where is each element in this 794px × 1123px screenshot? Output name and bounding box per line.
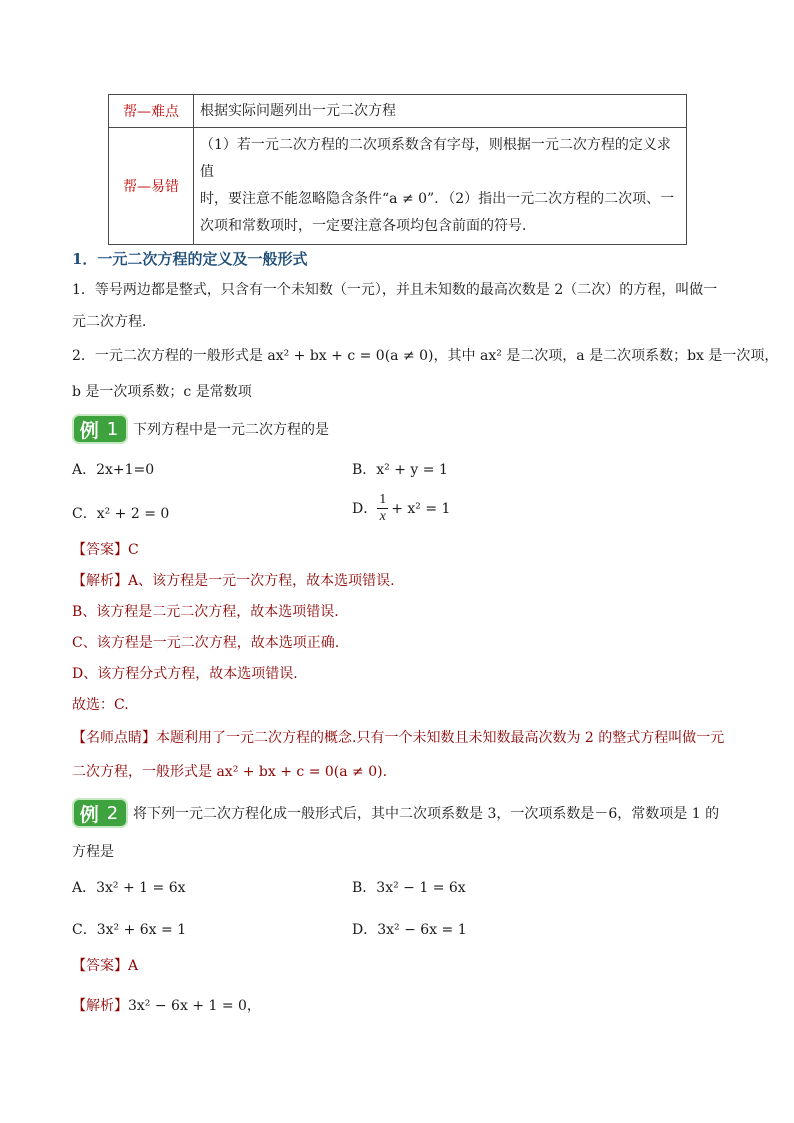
- table-row: [109, 95, 687, 128]
- analysis-row: [72, 571, 395, 591]
- table-row: [109, 128, 687, 245]
- analysis-line: C、该方程是一元二次方程，故本选项正确.: [72, 635, 340, 651]
- question-text: 将下列一元二次方程化成一般形式后，其中二次项系数是 3，一次项系数是－6，常数项是 1 的: [133, 806, 720, 822]
- example-badge-word: 例: [79, 803, 101, 826]
- paragraph-line: 元二次方程．: [72, 314, 156, 330]
- analysis-label: 【解析】: [72, 573, 128, 589]
- question-text: 方程是: [72, 844, 114, 860]
- analysis-label: 【解析】: [72, 998, 128, 1014]
- example-badge-number: 2: [106, 802, 121, 824]
- paragraph-line: 1．等号两边都是整式，只含有一个未知数（一元），并且未知数的最高次数是 2（二次）的方程，叫做一: [72, 282, 718, 298]
- analysis-line: A、该方程是一元一次方程，故本选项错误.: [128, 573, 395, 589]
- mistakes-line: 时，要注意不能忽略隐含条件“a ≠ 0”．（2）指出一元二次方程的二次项、一: [200, 191, 675, 207]
- example-badge-word: 例: [79, 419, 101, 442]
- summary-table: [108, 94, 687, 245]
- table-header-mistakes: 帮—易错: [109, 128, 194, 245]
- option-c: C．3x² + 6x = 1: [72, 922, 187, 938]
- paragraph-line: 2．一元二次方程的一般形式是 ax² + bx + c = 0(a ≠ 0)，其中 ax² 是二次项，a 是二次项系数；bx 是一次项，: [72, 348, 779, 364]
- paragraph-line: b 是一次项系数；c 是常数项: [72, 384, 252, 400]
- table-cell-mistakes: [194, 128, 687, 245]
- option-d: D．3x² − 6x = 1: [352, 922, 467, 938]
- option-b: B．3x² − 1 = 6x: [352, 880, 466, 896]
- analysis-line: 3x² − 6x + 1 = 0，: [128, 998, 261, 1014]
- table-cell-difficulty: 根据实际问题列出一元二次方程: [194, 95, 687, 128]
- option-a: A．2x+1=0: [72, 462, 155, 478]
- question-text: 下列方程中是一元二次方程的是: [133, 422, 329, 438]
- option-b: B．x² + y = 1: [352, 462, 448, 478]
- option-d: [352, 492, 450, 525]
- example-badge: [72, 414, 128, 444]
- answer-row: [72, 540, 139, 560]
- answer-value: A: [128, 958, 139, 974]
- mistakes-line: （1）若一元二次方程的二次项系数含有字母，则根据一元二次方程的定义求值: [200, 137, 671, 180]
- analysis-row: [72, 996, 261, 1016]
- tip-row: [72, 728, 724, 748]
- fraction: [377, 492, 388, 525]
- section-title: 1．一元二次方程的定义及一般形式: [72, 250, 308, 268]
- fraction-denominator: x: [379, 509, 386, 524]
- example-badge-number: 1: [106, 418, 121, 440]
- answer-value: C: [128, 542, 139, 558]
- tip-line: 二次方程，一般形式是 ax² + bx + c = 0(a ≠ 0).: [72, 764, 388, 780]
- answer-label: 【答案】: [72, 542, 128, 558]
- table-header-difficulty: 帮—难点: [109, 95, 194, 128]
- option-d-prefix: D．: [352, 500, 378, 517]
- example-badge: [72, 798, 128, 828]
- option-d-rest: + x² = 1: [391, 500, 451, 517]
- mistakes-line: 次项和常数项时，一定要注意各项均包含前面的符号．: [200, 218, 536, 234]
- option-c: C．x² + 2 = 0: [72, 506, 170, 522]
- analysis-line: D、该方程分式方程，故本选项错误.: [72, 666, 298, 682]
- fraction-numerator: 1: [379, 492, 387, 507]
- analysis-line: B、该方程是二元二次方程，故本选项错误.: [72, 604, 339, 620]
- choice-line: 故选：C.: [72, 697, 129, 713]
- option-a: A．3x² + 1 = 6x: [72, 880, 186, 896]
- tip-label: 【名师点睛】: [72, 730, 156, 746]
- tip-line: 本题利用了一元二次方程的概念.只有一个未知数且未知数最高次数为 2 的整式方程叫做一元: [156, 730, 725, 746]
- answer-row: [72, 956, 138, 976]
- answer-label: 【答案】: [72, 958, 128, 974]
